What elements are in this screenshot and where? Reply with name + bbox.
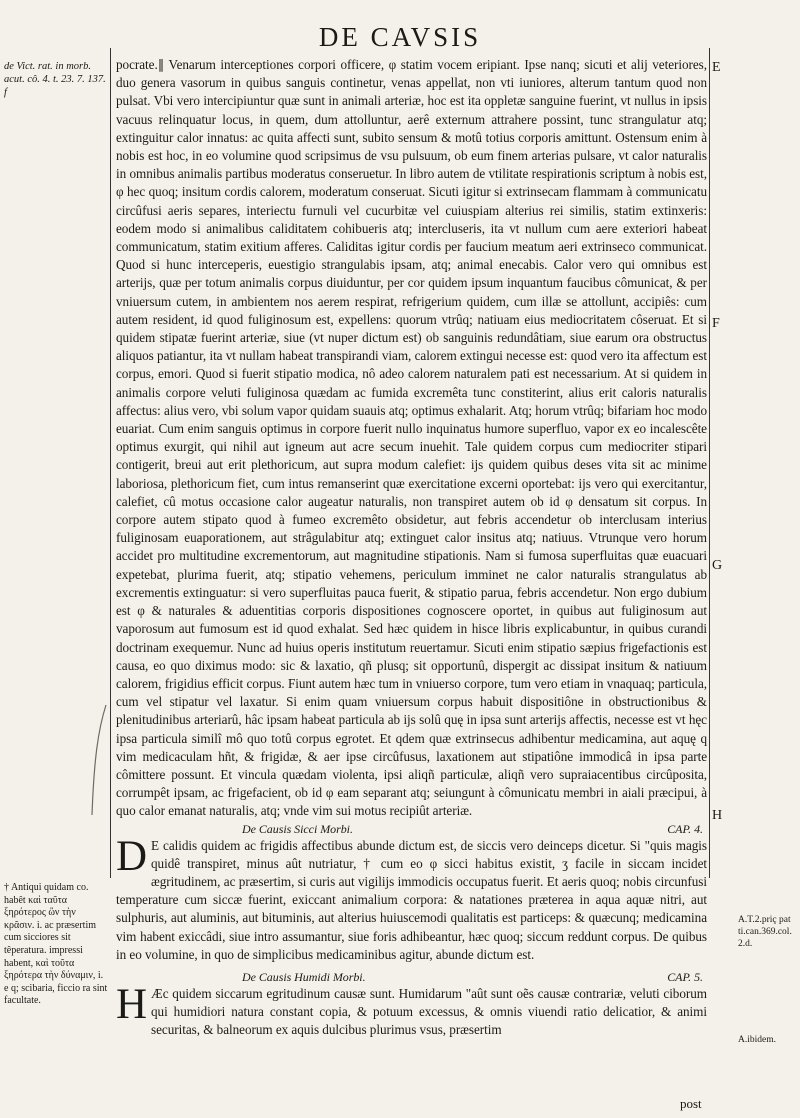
left-margin-note-bottom: † Antiqui quidam co. habêt καὶ ταῦτα ξηρότερος ὢν τὴν κρᾶσιν. i. ac præsertim cum sicciores sit têperatura. impressi habent, καὶ τοῦτα ξηρότερα τὴν δύναμιν, i. e q; scibaria, ficcio ra sint facultate.	[4, 882, 108, 1007]
chapter-4-paragraph	[116, 832, 707, 964]
main-paragraph: pocrate.∥ Venarum interceptiones corpori officere, φ statim vocem eripiant. Ipse nanq; sicuti et alij veteriores, duo genera vasorum in quibus sanguis continetur, venas appellat, non vti iuniores, alterum tantum quod non pulsat. Vbi vero intercipiuntur quæ sunt in animali arteriæ, hoc est ita oppletæ sanguine fuerint, vt nullus in ipsis vacuus relinquatur locus, in quem, dum attolluntur, aerê externum attrahere possint, tunc strangulatur atq; extinguitur calor innatus: ac quita affecti sunt, subito sensum & motû totius corporis amittunt. Ostensum enim à nobis est hoc, in eo volumine quod scripsimus de vsu pulsuum, ob eum finem arterias pulsare, vt calor naturalis in omnibus animalis partibus moderatus conseruetur. In libro autem de vtilitate respirationis scriptum à nobis est, φ hec quoq; insitum cordis calorem, moderatum conseruat. Sicuti igitur si extrinsecam flammam à communicatu circûfusi aeris separes, interiectu furnuli vel cucurbitæ vel cuiuspiam alterius rei similis, statim extinxeris: eodem modo si animalibus caliditatem cohibueris atq; intercluseris, ita vt nullum cum aere exteriori habeat communicatum, statim exitium afferes. Caliditas igitur cordis per faucium meatum aeri extrinseco communicat. Quod si hunc interceperis, euestigio strangulabis ipsam, atq; animal enecabis. Calor vero qui omnibus est arterijs, quæ per totum animalis corpus diuiduntur, per cor quidem ipsum inquantum faucibus cômunicat, & per vniuersum cutem, in ambientem nos aerem respirat, refrigerium quidem, cum illæ se attollunt, accipiês: cum autem resident, id quod fuliginosum est, expellens: quorum vtrûq; natiuam eius mediocritatem côseruat. Et si quidem stipatæ fuerint arteriæ, siue (vt nuper dictum est) ob sanguinis redundâtiam, siue earum ora obstructus aliquos patiantur, ita vt nullam habeat transpirandi viam, calorem extingui necesse est: quod vero ita affectum est corpus, emori. Quod si fuerit stipatio modica, nô adeo calorem naturalem pati est necessarium. At si quidem in animalis corpore veluti fuliginosa quædam ac fumida excremêta tunc constiterint, alius erit caloris naturalis affectus: alius vero, vbi solum vapor quidam suauis atq; optimus exhalarit. Atq; horum vtrûq; bifariam hoc modo euariat. Cum enim sanguis optimus in corpore fuerit nullo inquinatus humore superfluo, vapor ex eo incalescête optimus exurgit, qui nihil aut igneum aut acre secum inuehit. Tale quidem corpus cum mediocriter stipari contigerit, breui aut erit plethoricum, aut supra modum calefiet: ijs quidem quibus deses vita sit ac minime laboriosa, plethoricum fiet, cum intus remanserint quæ exercitatione excerni oportebat: ijs vero qui exercitantur, calefiet, cû motus occasione calor augeatur naturalis, non transpiret autem ob id φ densatum sit corpus. In corpore autem stipato quod à fumeo excremêto obsidetur, aut febris accendetur ob interclusam interius fuliginosam euaporationem, aut strâgulabitur atq; extinguet calor insitus atq; natiuus. Vtrunque vero horum accidet pro multitudine excrementorum, aut magnitudine stipationis. Nam si fumosa superfluitas quæ euacuari expetebat, plurima fuerit, atq; stipatio vehemens, periculum imminet ne calor naturalis strangulatus ab excrementis extinguatur: si vero superfluitas pauca fuerit, & stipatio parua, febris accendetur. Non ergo dubium est φ & naturales & aduentitias corporis dispositiones cognoscere oportet, in quibus aut fuliginosum aut vaporosum aut fumosum est id quod exhalat. Sed hæc quidem in hisce libris explicabuntur, in quibus curandi doctrinam exequemur. Nunc ad huius operis institutum reuertamur. Sicuti enim stipatio sæpius frigefactionis est causa, eo quo diximus modo: sic & laxatio, qñ plusq; sit opportunû, dispergit ac dissipat insitum & natiuum calorem, frigidius efficit corpus. Fiunt autem hæc tum in vniuerso corpore, tum vero etiam in vnaquaq; particula, cum vel stipatur vel laxatur. Si enim quam vniuersum corpus habuit dispositiône in obstructionibus & plenitudinibus arteriarû, hâc ipsam habeat particula ab ijs solû quę in ipsa sunt arterijs affectis, necesse est vt hęc ipsa particula similî mô quo totû corpus egrotet. Et qdem quæ extrinsecus adhibentur medicamina, aut aquę q vim medicaculam hñt, & frigidæ, & aer ipse circûfusus, laxationem aut stipatiône immodicâ in ipsa parte cômittere possunt. Et vincula quædam violenta, ipsi aliqñ particulæ, aliqñ vero supraiacentibus circûposita, corrumpêt ipsam, ac frigefacient, ob id φ eam separant atq; seiungunt à cômunicatu membri in aiali præcipui, à quo calor emanat naturalis, atq; vnde vim sui motus recipiût arteriæ.	[116, 57, 707, 819]
left-margin-note-top: de Vict. rat. in morb. acut. cô. 4. t. 23. 7. 137. f	[4, 61, 106, 98]
margin-letter-h: H	[712, 808, 723, 823]
chapter-5-paragraph	[116, 980, 707, 1040]
catchword: post	[680, 1096, 702, 1111]
faded-margin-note	[738, 304, 798, 316]
drop-cap: D	[116, 832, 148, 880]
page-title: DE CAVSIS	[318, 22, 482, 52]
chapter-number: CAP. 5.	[667, 969, 703, 984]
section-heading-sicci	[116, 822, 707, 837]
margin-letter-e: E	[712, 60, 721, 75]
pencil-annotation-mark	[84, 700, 114, 820]
chapter-number: CAP. 4.	[667, 821, 703, 836]
drop-cap: H	[116, 980, 148, 1028]
section-title: De Causis Humidi Morbi.	[242, 969, 366, 984]
margin-letter-g: G	[712, 558, 723, 573]
chapter-5-text: Æc quidem siccarum egritudinum causæ sunt. Humidarum "aût sunt oẽs causæ contrariæ, veluti ciborum qui humidiori natura constant copia, & potuum excessus, & omnis viuendi ratio delicatior, & animi securitas, & balneorum ex aquis dulcibus plurimus vsus, præsertim	[151, 985, 707, 1038]
main-text-column	[116, 56, 707, 1040]
right-rule	[709, 48, 710, 878]
right-margin-note-b: A.ibidem.	[738, 1035, 776, 1045]
chapter-4-text: E calidis quidem ac frigidis affectibus abunde dictum est, de siccis vero deinceps dicetur. Si "quis magis quidê transpiret, minus aût nutriatur, † cum eo φ sicci habitus existit, ʒ facile in siccam incidet ægritudinem, ac præsertim, si curis aut vigilijs immodicis occupatus fuerit. Et aeris quoq; nobis circunfusi temperature cum siccæ fuerint, exiccant animalium corpora: & natationes præterea in aqua aquæ nitri, aut sulphuris, aut aluminis, aut bituminis, aut alterius huiuscemodi qualitatis est particeps: & quæcunq; medicamina vim habent exiccâdi, siue intro assumantur, siue foris adhibeantur, hæc quoq; siccum reddunt corpus. De quibus in eo volumine, in quo de simplicibus medicaminibus agitur, abunde dictum est.	[116, 837, 707, 962]
right-margin-note-a: A.T.2.priç pat ti.can.369.col. 2.d.	[738, 915, 792, 949]
section-title: De Causis Sicci Morbi.	[242, 821, 353, 836]
section-heading-humidi	[116, 970, 707, 985]
margin-letter-f: F	[712, 316, 720, 331]
